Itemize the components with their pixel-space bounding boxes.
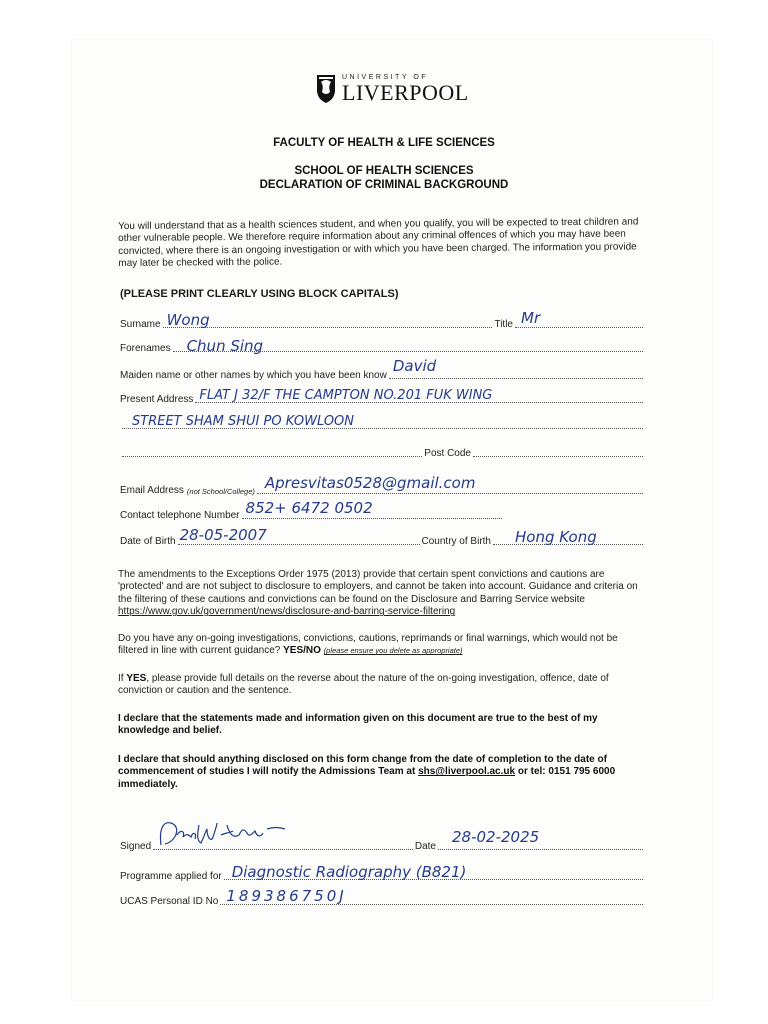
if-yes-text: , please provide full details on the reverse about the nature of the on-going investigation, offence, date of conviction or caution and the sentence. — [118, 673, 609, 697]
date-field[interactable] — [438, 828, 643, 850]
dob-label: Date of Birth — [120, 536, 176, 547]
dob-value: 28-05-2007 — [179, 526, 267, 544]
maiden-value: David — [392, 357, 437, 375]
admissions-email-link[interactable]: shs@liverpool.ac.uk — [418, 766, 516, 778]
country-value: Hong Kong — [515, 528, 597, 546]
dob-field[interactable] — [178, 526, 420, 545]
surname-value: Wong — [166, 311, 210, 329]
title-field[interactable] — [515, 309, 643, 328]
programme-field[interactable] — [224, 863, 643, 881]
delete-note: (please ensure you delete as appropriate) — [323, 646, 463, 656]
logo-university-of: UNIVERSITY OF — [342, 74, 429, 81]
logo-liverpool: LIVERPOOL — [342, 80, 469, 105]
title-label: Title — [494, 319, 513, 330]
phone-row — [120, 501, 645, 521]
address-label: Present Address — [120, 394, 194, 405]
country-label: Country of Birth — [421, 536, 491, 547]
address-line-1: FLAT J 32/F THE CAMPTON NO.201 FUK WING — [199, 388, 493, 403]
amendments-text: The amendments to the Exceptions Order 1975 (2013) provide that certain spent convictions and cautions are 'protected' and are not subject to disclosure to employers, and cannot be taken into account. Guidance and criteria on the filtering of these cautions and convictions can be found on the Disclosure and Barring Service website — [118, 569, 638, 605]
if-yes-prefix: If — [118, 673, 127, 684]
ucas-row — [120, 887, 645, 907]
declaration-2-tail: or tel: 0151 795 6000 immediately. — [118, 766, 616, 790]
yes-no-option[interactable]: YES/NO — [283, 645, 321, 657]
question-paragraph — [118, 633, 648, 658]
surname-field[interactable] — [163, 311, 493, 329]
school-heading: SCHOOL OF HEALTH SCIENCES — [294, 165, 474, 177]
declaration-2-text: I declare that should anything disclosed on this form change from the date of completion to the date of commencement of studies I will notify the Admissions Team at — [118, 754, 607, 778]
question-text: Do you have any on-going investigations, convictions, cautions, reprimands or final warnings, which would not be filtered in line with current guidance? — [118, 633, 618, 657]
email-label: Email Address — [120, 485, 184, 496]
dbs-link[interactable]: https://www.gov.uk/government/news/disclosure-and-barring-service-filtering — [118, 606, 456, 618]
print-instruction: (PLEASE PRINT CLEARLY USING BLOCK CAPITALS) — [120, 288, 399, 300]
programme-row — [120, 862, 645, 882]
surname-row — [120, 310, 645, 330]
ucas-label: UCAS Personal ID No — [120, 896, 219, 907]
phone-value: 852+ 6472 0502 — [245, 499, 373, 517]
address-field-2[interactable] — [122, 416, 643, 429]
declaration-2 — [118, 754, 648, 791]
address-row — [120, 385, 645, 405]
surname-label: Surname — [120, 319, 161, 330]
title-value: Mr — [521, 309, 541, 327]
declaration-heading: DECLARATION OF CRIMINAL BACKGROUND — [259, 179, 509, 191]
if-yes-paragraph — [118, 673, 648, 698]
email-field[interactable] — [257, 474, 643, 494]
maiden-field[interactable] — [389, 357, 643, 379]
maiden-row — [120, 357, 645, 381]
dob-row — [120, 527, 645, 547]
email-note: (not School/College) — [186, 487, 255, 496]
faculty-heading: FACULTY OF HEALTH & LIFE SCIENCES — [273, 137, 495, 149]
signature-image — [155, 815, 305, 849]
address-field-3[interactable] — [122, 444, 422, 457]
university-logo — [316, 74, 469, 104]
forenames-label: Forenames — [120, 343, 171, 354]
declaration-1: I declare that the statements made and information given on this document are true to the best of my knowledge and belief. — [118, 713, 598, 737]
crest-icon — [316, 74, 336, 104]
email-value: Apresvitas0528@gmail.com — [264, 474, 476, 492]
postcode-field[interactable] — [473, 444, 643, 457]
date-label: Date — [414, 841, 436, 852]
address-line-2: STREET SHAM SHUI PO KOWLOON — [132, 414, 355, 429]
signed-row — [120, 828, 645, 852]
ucas-field[interactable] — [220, 887, 643, 905]
forenames-field[interactable] — [173, 337, 643, 355]
programme-value: Diagnostic Radiography (B821) — [231, 863, 467, 881]
country-field[interactable] — [493, 528, 643, 546]
email-row — [120, 476, 645, 496]
address-row-2 — [120, 411, 645, 431]
postcode-row — [120, 439, 645, 459]
programme-label: Programme applied for — [120, 871, 222, 882]
postcode-label: Post Code — [424, 448, 471, 459]
ucas-value: 189386750J — [226, 887, 347, 905]
signature-field[interactable] — [153, 837, 413, 850]
maiden-label: Maiden name or other names by which you have been know — [120, 370, 387, 381]
forenames-row — [120, 334, 645, 354]
if-yes-bold: YES — [126, 673, 147, 684]
phone-field[interactable] — [242, 499, 502, 519]
amendments-paragraph — [118, 569, 648, 619]
phone-label: Contact telephone Number — [120, 510, 240, 521]
intro-paragraph: You will understand that as a health sciences student, and when you qualify, you will be expected to treat children and other vulnerable people. We therefore require information about any criminal offences of which you may have been convicted, where there is an ongoing investigation or with which you have been charged. The information you provide may later be checked with the police. — [118, 216, 639, 270]
date-value: 28-02-2025 — [452, 828, 540, 846]
forenames-value: Chun Sing — [186, 337, 264, 355]
signed-label: Signed — [120, 841, 152, 852]
address-field-1[interactable] — [195, 390, 643, 403]
